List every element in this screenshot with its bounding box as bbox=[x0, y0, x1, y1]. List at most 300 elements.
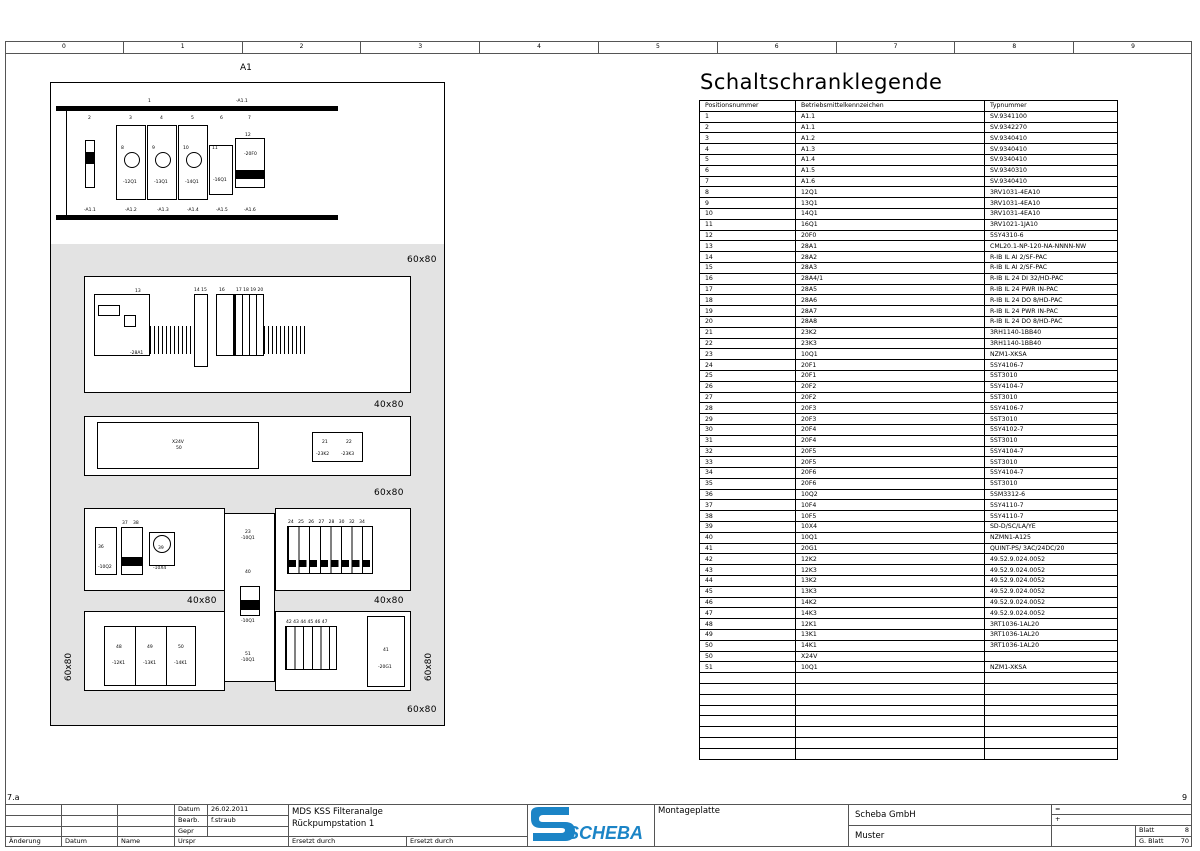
legend-cell-typ: 5ST3010 bbox=[985, 478, 1118, 489]
legend-cell-pos: 38 bbox=[700, 511, 796, 522]
legend-cell-typ: 49.52.9.024.0052 bbox=[985, 565, 1118, 576]
contactor-num: 48 bbox=[116, 645, 122, 650]
legend-cell-bmk bbox=[796, 738, 985, 749]
legend-cell-bmk: 12K3 bbox=[796, 565, 985, 576]
terminal-ref: -A1.5 bbox=[216, 208, 228, 213]
tb-drawing-name: Montageplatte bbox=[654, 804, 848, 847]
legend-row bbox=[700, 262, 1118, 273]
breaker-ref: -12Q1 bbox=[123, 180, 137, 185]
switch-num: 51 bbox=[245, 652, 251, 657]
legend-row bbox=[700, 532, 1118, 543]
legend-cell-pos: 23 bbox=[700, 349, 796, 360]
plc-port bbox=[124, 315, 136, 327]
legend-cell-typ: 5SY4106-7 bbox=[985, 403, 1118, 414]
legend-cell-typ: R-IB IL 24 DI 32/HD-PAC bbox=[985, 273, 1118, 284]
legend-cell-pos: 47 bbox=[700, 608, 796, 619]
legend-row bbox=[700, 586, 1118, 597]
legend-cell-bmk: A1.6 bbox=[796, 176, 985, 187]
contactors bbox=[104, 626, 196, 686]
terminal-ref: -A1.3 bbox=[157, 208, 169, 213]
terminal-ref: -A1.2 bbox=[125, 208, 137, 213]
legend-cell-typ bbox=[985, 716, 1118, 727]
legend-cell-bmk: A1.1 bbox=[796, 122, 985, 133]
legend-row bbox=[700, 705, 1118, 716]
breaker bbox=[209, 145, 233, 195]
legend-cell-bmk: 10F5 bbox=[796, 511, 985, 522]
relay-numbers: 42 43 44 45 46 47 bbox=[286, 620, 328, 625]
legend-cell-typ bbox=[985, 727, 1118, 738]
legend-cell-typ: 5SY4104-7 bbox=[985, 446, 1118, 457]
legend-row bbox=[700, 273, 1118, 284]
switch-num: 23 bbox=[245, 530, 251, 535]
legend-cell-bmk: 20F2 bbox=[796, 381, 985, 392]
legend-cell-bmk: 14K2 bbox=[796, 597, 985, 608]
legend-cell-pos: 3 bbox=[700, 133, 796, 144]
legend-cell-typ bbox=[985, 705, 1118, 716]
relay-row bbox=[285, 626, 337, 670]
legend-cell-bmk: A1.3 bbox=[796, 144, 985, 155]
legend-cell-pos: 9 bbox=[700, 198, 796, 209]
legend-cell-pos: 40 bbox=[700, 532, 796, 543]
legend-cell-pos: 14 bbox=[700, 252, 796, 263]
legend-cell-bmk: 20F0 bbox=[796, 230, 985, 241]
column-ruler bbox=[5, 41, 1192, 54]
legend-cell-pos: 50 bbox=[700, 651, 796, 662]
legend-cell-bmk: 10Q2 bbox=[796, 489, 985, 500]
breaker-ref: -14Q1 bbox=[185, 180, 199, 185]
legend-cell-pos: 45 bbox=[700, 586, 796, 597]
tb-cell bbox=[61, 826, 117, 836]
rcd-ref: -10Q2 bbox=[98, 565, 112, 570]
fuse-ref: -20F0 bbox=[244, 152, 257, 157]
legend-cell-typ: 49.52.9.024.0052 bbox=[985, 586, 1118, 597]
io-modules bbox=[234, 294, 264, 356]
legend-cell-bmk: 13K2 bbox=[796, 576, 985, 587]
legend-cell-bmk: 14K1 bbox=[796, 640, 985, 651]
legend-cell-pos: 27 bbox=[700, 392, 796, 403]
legend-row bbox=[700, 122, 1118, 133]
main-switch bbox=[85, 140, 95, 188]
legend-cell-pos: 34 bbox=[700, 468, 796, 479]
legend-cell-typ bbox=[985, 651, 1118, 662]
main-switch-handle bbox=[241, 600, 259, 610]
legend-row bbox=[700, 684, 1118, 695]
legend-cell-pos: 6 bbox=[700, 165, 796, 176]
relay-num: 22 bbox=[346, 440, 352, 445]
legend-cell-typ: 3RV1021-1JA10 bbox=[985, 219, 1118, 230]
legend-row bbox=[700, 154, 1118, 165]
main-switch-handle bbox=[86, 152, 94, 164]
legend-cell-typ: R-IB IL 24 DO 8/HD-PAC bbox=[985, 316, 1118, 327]
legend-cell-pos: 32 bbox=[700, 446, 796, 457]
legend-cell-typ: 3RV1031-4EA10 bbox=[985, 198, 1118, 209]
legend-row bbox=[700, 511, 1118, 522]
legend-cell-bmk: 28A7 bbox=[796, 306, 985, 317]
legend-row bbox=[700, 414, 1118, 425]
legend-cell-pos: 36 bbox=[700, 489, 796, 500]
breaker-num: 8 bbox=[121, 146, 124, 151]
legend-cell-pos: 41 bbox=[700, 543, 796, 554]
legend-table bbox=[699, 100, 1118, 760]
legend-cell-bmk: 13K3 bbox=[796, 586, 985, 597]
legend-header: Positionsnummer bbox=[705, 102, 759, 110]
legend-header-row bbox=[700, 101, 1118, 112]
logo-text: SCHEBA bbox=[567, 823, 644, 843]
legend-row bbox=[700, 327, 1118, 338]
legend-row bbox=[700, 554, 1118, 565]
duct-label: 40x80 bbox=[187, 596, 217, 606]
legend-cell-pos: 46 bbox=[700, 597, 796, 608]
legend-cell-bmk: 20F5 bbox=[796, 446, 985, 457]
legend-row bbox=[700, 522, 1118, 533]
tb-cell bbox=[1051, 825, 1135, 847]
legend-cell-pos: 4 bbox=[700, 144, 796, 155]
slot-num: 5 bbox=[191, 116, 194, 121]
legend-cell-bmk: 13Q1 bbox=[796, 198, 985, 209]
plc-display bbox=[98, 305, 120, 316]
io-module bbox=[194, 294, 208, 367]
ruler-col: 5 bbox=[599, 41, 718, 53]
legend-cell-typ: 5SY4310-6 bbox=[985, 230, 1118, 241]
duct-label: 40x80 bbox=[374, 400, 404, 410]
legend-cell-typ: R-IB IL AI 2/SF-PAC bbox=[985, 262, 1118, 273]
legend-row bbox=[700, 597, 1118, 608]
legend-row bbox=[700, 662, 1118, 673]
tb-cell bbox=[5, 804, 61, 815]
legend-cell-bmk: 12Q1 bbox=[796, 187, 985, 198]
psu-ref: -20G1 bbox=[378, 665, 392, 670]
legend-cell-typ: NZMN1-A125 bbox=[985, 532, 1118, 543]
plc-ref: -28A1 bbox=[130, 351, 144, 356]
legend-cell-bmk bbox=[796, 727, 985, 738]
legend-cell-pos: 37 bbox=[700, 500, 796, 511]
legend-cell-bmk: 23K2 bbox=[796, 327, 985, 338]
legend-cell-bmk: 16Q1 bbox=[796, 219, 985, 230]
psu-num: 50 bbox=[176, 446, 182, 451]
legend-cell-bmk: 14K3 bbox=[796, 608, 985, 619]
legend-cell-pos: 30 bbox=[700, 424, 796, 435]
fuse-num: 12 bbox=[245, 133, 251, 138]
legend-cell-typ: 49.52.9.024.0052 bbox=[985, 608, 1118, 619]
fuse-block bbox=[235, 138, 265, 188]
legend-cell-bmk: A1.1 bbox=[796, 111, 985, 122]
legend-cell-pos: 44 bbox=[700, 576, 796, 587]
legend-cell-typ: R-IB IL 24 DO 8/HD-PAC bbox=[985, 295, 1118, 306]
legend-row bbox=[700, 489, 1118, 500]
legend-row bbox=[700, 144, 1118, 155]
io-slots: 14 15 bbox=[194, 288, 207, 293]
legend-cell-typ: 5ST3010 bbox=[985, 392, 1118, 403]
legend-row bbox=[700, 543, 1118, 554]
relay-pair bbox=[312, 432, 363, 462]
legend-cell-pos: 49 bbox=[700, 630, 796, 641]
fuse-pair-bar bbox=[122, 557, 142, 566]
legend-cell-bmk: 28A6 bbox=[796, 295, 985, 306]
legend-row bbox=[700, 360, 1118, 371]
legend-cell-bmk: A1.4 bbox=[796, 154, 985, 165]
ruler-col: 9 bbox=[1131, 43, 1135, 50]
legend-cell-pos bbox=[700, 748, 796, 759]
legend-row bbox=[700, 230, 1118, 241]
legend-row bbox=[700, 165, 1118, 176]
legend-cell-typ: R-IB IL 24 PWR IN-PAC bbox=[985, 306, 1118, 317]
legend-row bbox=[700, 198, 1118, 209]
legend-cell-typ: SD-D/SC/LA/YE bbox=[985, 522, 1118, 533]
legend-cell-typ: 5ST3010 bbox=[985, 370, 1118, 381]
legend-cell-bmk: 28A4/1 bbox=[796, 273, 985, 284]
tb-eq: = bbox=[1051, 804, 1192, 814]
fuse-pair bbox=[121, 527, 143, 575]
legend-cell-bmk bbox=[796, 705, 985, 716]
legend-row bbox=[700, 446, 1118, 457]
ruler-col: 7 bbox=[837, 41, 956, 53]
socket-num: 39 bbox=[158, 546, 164, 551]
legend-row bbox=[700, 349, 1118, 360]
legend-cell-bmk: 23K3 bbox=[796, 338, 985, 349]
legend-row bbox=[700, 651, 1118, 662]
legend-header: Typnummer bbox=[985, 101, 1118, 112]
legend-cell-bmk: 20G1 bbox=[796, 543, 985, 554]
legend-row bbox=[700, 338, 1118, 349]
fuse-row-bars bbox=[288, 560, 372, 567]
contactor-ref: -13K1 bbox=[143, 661, 157, 666]
duct-label-vertical: 60x80 bbox=[64, 652, 75, 682]
legend-cell-typ: 5SY4104-7 bbox=[985, 381, 1118, 392]
legend-title: Schaltschranklegende bbox=[700, 70, 943, 94]
legend-cell-typ: 49.52.9.024.0052 bbox=[985, 576, 1118, 587]
legend-row bbox=[700, 500, 1118, 511]
legend-cell-bmk: 28A3 bbox=[796, 262, 985, 273]
legend-cell-pos: 24 bbox=[700, 360, 796, 371]
terminal-ref: -A1.1 bbox=[84, 208, 96, 213]
legend-cell-typ: 5SY4110-7 bbox=[985, 511, 1118, 522]
legend-cell-pos: 7 bbox=[700, 176, 796, 187]
legend-cell-typ: 5SY4110-7 bbox=[985, 500, 1118, 511]
tb-cell bbox=[5, 826, 61, 836]
legend-cell-pos: 39 bbox=[700, 522, 796, 533]
din-rail-bottom bbox=[56, 215, 338, 220]
legend-cell-pos bbox=[700, 684, 796, 695]
legend-cell-typ: CML20.1-NP-120-NA-NNNN-NW bbox=[985, 241, 1118, 252]
duct-label: 60x80 bbox=[407, 705, 437, 715]
legend-cell-pos bbox=[700, 727, 796, 738]
legend-row bbox=[700, 630, 1118, 641]
duct-label: 60x80 bbox=[374, 488, 404, 498]
tb-label: Ersetzt durch bbox=[406, 836, 527, 847]
breaker-num: 11 bbox=[212, 146, 218, 151]
ruler-col: 6 bbox=[718, 41, 837, 53]
legend-cell-bmk: 28A2 bbox=[796, 252, 985, 263]
legend-cell-typ bbox=[985, 673, 1118, 684]
fuse-numbers: 24 25 26 27 28 30 32 34 bbox=[288, 520, 365, 525]
tb-cell bbox=[61, 815, 117, 826]
legend-cell-pos: 42 bbox=[700, 554, 796, 565]
tb-label: Gepr bbox=[174, 826, 207, 836]
legend-cell-typ: 3RT1036-1AL20 bbox=[985, 619, 1118, 630]
legend-row bbox=[700, 565, 1118, 576]
breaker-knob-icon bbox=[186, 152, 202, 168]
tb-label: Datum bbox=[174, 804, 207, 815]
legend-row bbox=[700, 727, 1118, 738]
legend-cell-pos bbox=[700, 738, 796, 749]
legend-cell-typ: 5SY4102-7 bbox=[985, 424, 1118, 435]
legend-cell-bmk: 10Q1 bbox=[796, 662, 985, 673]
legend-cell-typ: R-IB IL AI 2/SF-PAC bbox=[985, 252, 1118, 263]
fuse-num: 38 bbox=[133, 521, 139, 526]
psu-name: X24V bbox=[172, 440, 184, 445]
legend-cell-typ: 5ST3010 bbox=[985, 457, 1118, 468]
legend-cell-bmk: 20F5 bbox=[796, 457, 985, 468]
rcd-num: 36 bbox=[98, 545, 104, 550]
relay-ref: -23K2 bbox=[316, 452, 330, 457]
contactor-num: 50 bbox=[178, 645, 184, 650]
legend-cell-bmk: 14Q1 bbox=[796, 208, 985, 219]
legend-cell-pos: 15 bbox=[700, 262, 796, 273]
legend-cell-typ: SV.9340410 bbox=[985, 133, 1118, 144]
legend-row bbox=[700, 576, 1118, 587]
slot-num: 6 bbox=[220, 116, 223, 121]
tb-label: Name bbox=[117, 836, 174, 847]
legend-row bbox=[700, 748, 1118, 759]
legend-cell-bmk: 10X4 bbox=[796, 522, 985, 533]
legend-cell-typ: 5ST3010 bbox=[985, 414, 1118, 425]
legend-row bbox=[700, 478, 1118, 489]
legend-cell-typ bbox=[985, 684, 1118, 695]
legend-row bbox=[700, 133, 1118, 144]
legend-row bbox=[700, 619, 1118, 630]
duct-label-vertical: 60x80 bbox=[424, 652, 435, 682]
switch-num: 40 bbox=[245, 570, 251, 575]
legend-cell-typ: SV.9341100 bbox=[985, 111, 1118, 122]
contactor-ref: -14K1 bbox=[174, 661, 188, 666]
legend-cell-pos: 48 bbox=[700, 619, 796, 630]
legend-cell-typ: SV.9342270 bbox=[985, 122, 1118, 133]
legend-cell-bmk bbox=[796, 673, 985, 684]
ruler-col: 3 bbox=[361, 41, 480, 53]
slot-num: 3 bbox=[129, 116, 132, 121]
switch-ref: -10Q1 bbox=[241, 658, 255, 663]
breaker-ref: -16Q1 bbox=[213, 178, 227, 183]
corner-label-left: 7.a bbox=[7, 793, 20, 802]
tb-cell bbox=[207, 826, 288, 836]
tb-plus: + bbox=[1051, 814, 1192, 825]
legend-cell-bmk: 28A8 bbox=[796, 316, 985, 327]
scheba-logo-icon bbox=[527, 805, 654, 847]
terminal-ref: -A1.4 bbox=[187, 208, 199, 213]
tb-label: Bearb. bbox=[174, 815, 207, 826]
breaker-num: 9 bbox=[152, 146, 155, 151]
legend-row bbox=[700, 381, 1118, 392]
legend-row bbox=[700, 694, 1118, 705]
legend-cell-typ: 5SY4106-7 bbox=[985, 360, 1118, 371]
tb-cell bbox=[117, 826, 174, 836]
legend-row bbox=[700, 208, 1118, 219]
rail-pos: 1 bbox=[148, 99, 151, 104]
legend-cell-pos: 28 bbox=[700, 403, 796, 414]
legend-row bbox=[700, 640, 1118, 651]
ruler-col: 2 bbox=[243, 41, 362, 53]
legend-cell-pos: 10 bbox=[700, 208, 796, 219]
legend-cell-bmk: 28A5 bbox=[796, 284, 985, 295]
legend-row bbox=[700, 608, 1118, 619]
terminal-ref: -A1.6 bbox=[244, 208, 256, 213]
legend-row bbox=[700, 716, 1118, 727]
breaker-num: 10 bbox=[183, 146, 189, 151]
slot-num: 7 bbox=[248, 116, 251, 121]
legend-cell-bmk: 28A1 bbox=[796, 241, 985, 252]
legend-cell-pos: 20 bbox=[700, 316, 796, 327]
total-label: G. Blatt bbox=[1139, 837, 1164, 845]
legend-cell-typ: QUINT-PS/ 3AC/24DC/20 bbox=[985, 543, 1118, 554]
legend-row bbox=[700, 306, 1118, 317]
legend-cell-typ bbox=[985, 738, 1118, 749]
legend-cell-bmk: 20F1 bbox=[796, 370, 985, 381]
rail-ref: -A1.1 bbox=[236, 99, 248, 104]
relay-ref: -23K3 bbox=[341, 452, 355, 457]
plc-num: 13 bbox=[135, 289, 141, 294]
legend-cell-typ: SV.9340410 bbox=[985, 154, 1118, 165]
ruler-col: 1 bbox=[124, 41, 243, 53]
legend-cell-typ bbox=[985, 694, 1118, 705]
tb-label: Ersetzt durch bbox=[288, 836, 406, 847]
legend-cell-typ: R-IB IL 24 PWR IN-PAC bbox=[985, 284, 1118, 295]
legend-cell-bmk: 20F2 bbox=[796, 392, 985, 403]
legend-cell-bmk: 20F4 bbox=[796, 424, 985, 435]
duct-label: 40x80 bbox=[374, 596, 404, 606]
ruler-col: 8 bbox=[955, 41, 1074, 53]
project-line2: Rückpumpstation 1 bbox=[292, 819, 375, 829]
tb-customer: Muster bbox=[848, 825, 1051, 847]
fuse-num: 37 bbox=[122, 521, 128, 526]
contactor-num: 49 bbox=[147, 645, 153, 650]
legend-row bbox=[700, 284, 1118, 295]
legend-cell-bmk bbox=[796, 684, 985, 695]
legend-row bbox=[700, 392, 1118, 403]
legend-cell-typ: NZM1-XKSA bbox=[985, 349, 1118, 360]
tb-label: Änderung bbox=[5, 836, 61, 847]
legend-cell-bmk bbox=[796, 748, 985, 759]
legend-cell-typ: 3RH1140-1BB40 bbox=[985, 338, 1118, 349]
legend-cell-typ: 5ST3010 bbox=[985, 435, 1118, 446]
legend-cell-typ: 49.52.9.024.0052 bbox=[985, 554, 1118, 565]
legend-row bbox=[700, 176, 1118, 187]
legend-cell-pos: 21 bbox=[700, 327, 796, 338]
legend-cell-pos: 22 bbox=[700, 338, 796, 349]
breaker-knob-icon bbox=[155, 152, 171, 168]
tb-date: 26.02.2011 bbox=[207, 804, 288, 815]
legend-cell-pos bbox=[700, 694, 796, 705]
tb-cell bbox=[117, 804, 174, 815]
legend-cell-bmk: A1.2 bbox=[796, 133, 985, 144]
divider bbox=[135, 626, 136, 686]
divider bbox=[166, 626, 167, 686]
legend-row bbox=[700, 435, 1118, 446]
tb-author: f.straub bbox=[207, 815, 288, 826]
io-slot: 16 bbox=[219, 288, 225, 293]
legend-cell-typ: 5SY4104-7 bbox=[985, 468, 1118, 479]
legend-header: Betriebsmittelkennzeichen bbox=[796, 101, 985, 112]
legend-cell-pos bbox=[700, 673, 796, 684]
legend-cell-bmk: 20F6 bbox=[796, 478, 985, 489]
legend-cell-typ bbox=[985, 748, 1118, 759]
legend-cell-typ: 3RV1031-4EA10 bbox=[985, 208, 1118, 219]
tb-project bbox=[288, 804, 527, 836]
fuse-block-bar bbox=[236, 170, 264, 179]
legend-cell-pos: 8 bbox=[700, 187, 796, 198]
legend-cell-pos: 43 bbox=[700, 565, 796, 576]
legend-row bbox=[700, 252, 1118, 263]
io-module bbox=[216, 294, 234, 356]
